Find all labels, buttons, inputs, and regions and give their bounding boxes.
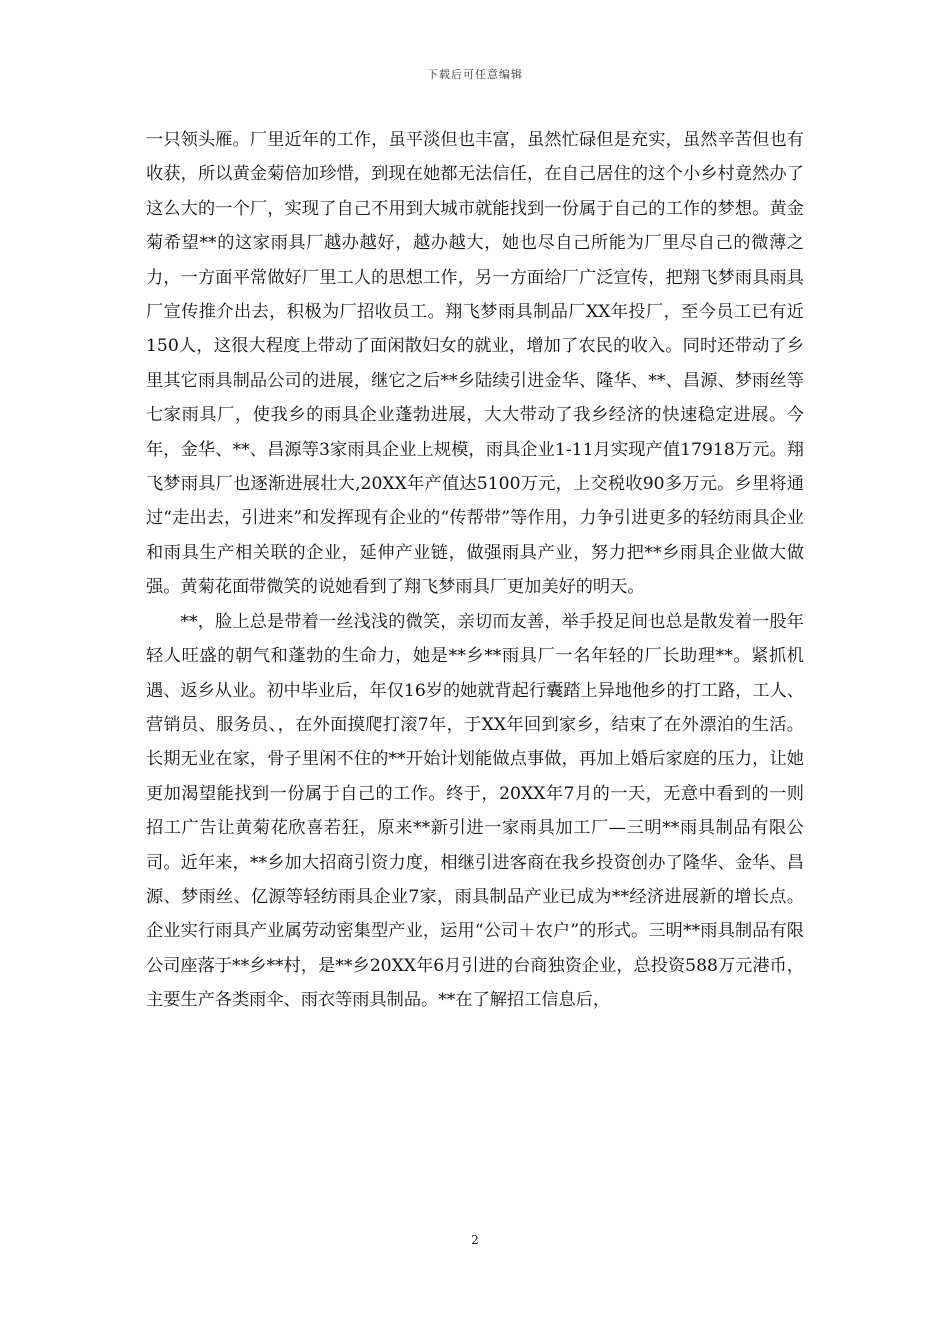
page-number: 2	[471, 1233, 479, 1247]
page-header: 下载后可任意编辑	[427, 68, 523, 81]
paragraph-2: **，脸上总是带着一丝浅浅的微笑，亲切而友善，举手投足间也总是散发着一股年轻人旺盛的朝气和蓬勃的生命力，她是**乡**雨具厂一名年轻的厂长助理**。紧抓机遇、返乡从业。初中毕业后，年仅16岁的她就背起行囊踏上异地他乡的打工路，工人、营销员、服务员、，在外面摸爬打滚7年，于XX年回到家乡，结束了在外漂泊的生活。长期无业在家，骨子里闲不住的**开始计划能做点事做，再加上婚后家庭的压力，让她更加渴望能找到一份属于自己的工作。终于，20XX年7月的一天，无意中看到的一则招工广告让黄菊花欣喜若狂，原来**新引进一家雨具加工厂—三明**雨具制品有限公司。近年来，**乡加大招商引资力度，相继引进客商在我乡投资创办了隆华、金华、昌源、梦雨丝、亿源等轻纺雨具企业7家，雨具制品产业已成为**经济进展新的增长点。企业实行雨具产业属劳动密集型产业，运用“公司＋农户”的形式。三明**雨具制品有限公司座落于**乡**村，是**乡20XX年6月引进的台商独资企业，总投资588万元港币，主要生产各类雨伞、雨衣等雨具制品。**在了解招工信息后，	[146, 611, 804, 1011]
document-body	[146, 123, 804, 1018]
paragraph-1: 一只领头雁。厂里近年的工作，虽平淡但也丰富，虽然忙碌但是充实，虽然辛苦但也有收获，所以黄金菊倍加珍惜，到现在她都无法信任，在自己居住的这个小乡村竟然办了这么大的一个厂，实现了自己不用到大城市就能找到一份属于自己的工作的梦想。黄金菊希望**的这家雨具厂越办越好，越办越大，她也尽自己所能为厂里尽自己的微薄之力，一方面平常做好厂里工人的思想工作，另一方面给厂广泛宣传，把翔飞梦雨具雨具厂宣传推介出去，积极为厂招收员工。翔飞梦雨具制品厂XX年投厂，至今员工已有近150人，这很大程度上带动了面闲散妇女的就业，增加了农民的收入。同时还带动了乡里其它雨具制品公司的进展，继它之后**乡陆续引进金华、隆华、**、昌源、梦雨丝等七家雨具厂，使我乡的雨具企业蓬勃进展，大大带动了我乡经济的快速稳定进展。今年，金华、**、昌源等3家雨具企业上规模，雨具企业1-11月实现产值17918万元。翔飞梦雨具厂也逐渐进展壮大,20XX年产值达5100万元，上交税收90多万元。乡里将通过“走出去，引进来”和发挥现有企业的“传帮带”等作用，力争引进更多的轻纺雨具企业和雨具生产相关联的企业，延伸产业链，做强雨具产业，努力把**乡雨具企业做大做强。黄菊花面带微笑的说她看到了翔飞梦雨具厂更加美好的明天。	[146, 130, 804, 598]
